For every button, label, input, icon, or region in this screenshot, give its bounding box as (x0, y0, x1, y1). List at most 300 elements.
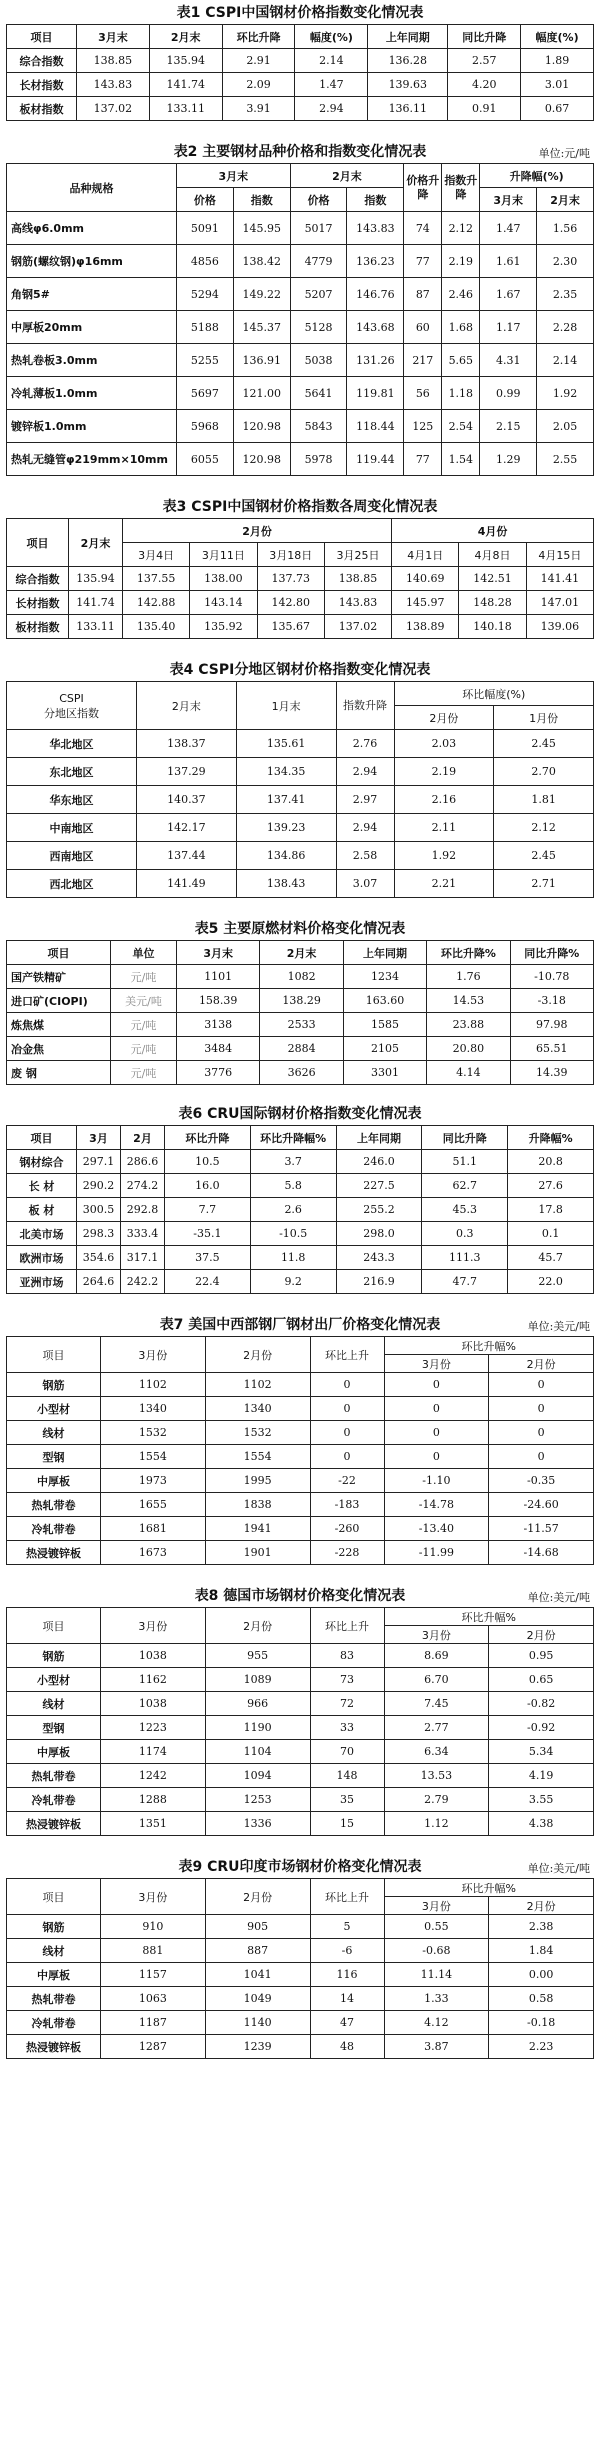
table1-cell: 1.89 (521, 49, 594, 73)
table2-row-label: 高线φ6.0mm (7, 212, 177, 245)
table5-cell: 23.88 (427, 1013, 510, 1037)
table5-cell: 163.60 (343, 989, 426, 1013)
table7-cell: -260 (310, 1517, 384, 1541)
table3-cell: 137.73 (257, 567, 324, 591)
table7-header-item: 项目 (7, 1337, 101, 1373)
table8-cell: 5.34 (489, 1740, 594, 1764)
table7-row-label: 钢筋 (7, 1373, 101, 1397)
table1-cell: 135.94 (149, 49, 222, 73)
table5-cell: 138.29 (260, 989, 343, 1013)
table6-header-cell: 同比升降 (422, 1126, 508, 1150)
table2-cell: 2.55 (537, 443, 594, 476)
table9-cell: 1049 (205, 1987, 310, 2011)
table6-cell: 111.3 (422, 1246, 508, 1270)
table2-cell: 217 (404, 344, 442, 377)
table8-header-mar: 3月份 (101, 1608, 206, 1644)
table9-row (7, 2035, 594, 2059)
table2-cell: 5294 (177, 278, 234, 311)
table5-row-label: 炼焦煤 (7, 1013, 111, 1037)
table9-row (7, 1963, 594, 1987)
table2-cell: 5968 (177, 410, 234, 443)
table1-row-label: 板材指数 (7, 97, 77, 121)
table2-cell: 136.91 (233, 344, 290, 377)
table8-cell: 1104 (205, 1740, 310, 1764)
table1-cell: 0.91 (448, 97, 521, 121)
table7-cell: 1995 (205, 1469, 310, 1493)
table3-header-feb: 2月份 (123, 519, 392, 543)
table6-cell: 45.3 (422, 1198, 508, 1222)
table1-cell: 2.57 (448, 49, 521, 73)
table7-cell: 0 (384, 1445, 489, 1469)
table4-cell: 140.37 (137, 786, 237, 814)
table2-cell: 145.37 (233, 311, 290, 344)
table7-cell: 1102 (101, 1373, 206, 1397)
table3-header-item: 项目 (7, 519, 69, 567)
table4-section (6, 657, 594, 898)
table9-cell: 905 (205, 1915, 310, 1939)
table3-cell: 140.69 (392, 567, 459, 591)
table9-section (6, 1854, 594, 2059)
table2-cell: 120.98 (233, 410, 290, 443)
table4-row (7, 758, 594, 786)
table6-row-label: 欧洲市场 (7, 1246, 77, 1270)
table7-row (7, 1445, 594, 1469)
table7-cell: -22 (310, 1469, 384, 1493)
table7-row (7, 1421, 594, 1445)
table3-header-week: 4月15日 (526, 543, 593, 567)
table9-header-pct-feb: 2月份 (489, 1897, 594, 1915)
table5-row (7, 989, 594, 1013)
table4-cell: 2.19 (394, 758, 494, 786)
table7-cell: 0 (310, 1421, 384, 1445)
table8-cell: 1162 (101, 1668, 206, 1692)
table5-cell: 97.98 (510, 1013, 593, 1037)
table1-cell: 137.02 (77, 97, 150, 121)
table8-cell: 13.53 (384, 1764, 489, 1788)
table5-cell: 65.51 (510, 1037, 593, 1061)
table6-cell: 20.8 (508, 1150, 594, 1174)
table2-cell: 120.98 (233, 443, 290, 476)
table7-cell: 0 (489, 1373, 594, 1397)
table7-row (7, 1541, 594, 1565)
table6-cell: 227.5 (336, 1174, 422, 1198)
table3-row-label: 综合指数 (7, 567, 69, 591)
table4-row-label: 西北地区 (7, 870, 137, 898)
table8-cell: 35 (310, 1788, 384, 1812)
table4-cell: 142.17 (137, 814, 237, 842)
table2-row (7, 443, 594, 476)
table8-row (7, 1788, 594, 1812)
table8-cell: 15 (310, 1812, 384, 1836)
table6-row (7, 1150, 594, 1174)
table5-cell: 3301 (343, 1061, 426, 1085)
table7-row (7, 1493, 594, 1517)
table5-cell: 3626 (260, 1061, 343, 1085)
table3-header-apr: 4月份 (392, 519, 594, 543)
table3-header-week: 4月1日 (392, 543, 459, 567)
table8-cell: -0.82 (489, 1692, 594, 1716)
table5-cell: 2533 (260, 1013, 343, 1037)
table4-cell: 2.70 (494, 758, 594, 786)
table5-cell: 元/吨 (111, 1061, 177, 1085)
table1-cell: 139.63 (368, 73, 448, 97)
table2-cell: 60 (404, 311, 442, 344)
table6-cell: 274.2 (121, 1174, 165, 1198)
table8-section (6, 1583, 594, 1836)
table7-cell: 1102 (205, 1373, 310, 1397)
table5-cell: -3.18 (510, 989, 593, 1013)
table8-cell: 83 (310, 1644, 384, 1668)
table1-header-cell: 上年同期 (368, 25, 448, 49)
table7-cell: 0 (489, 1397, 594, 1421)
table1-cell: 143.83 (77, 73, 150, 97)
table4-cell: 137.29 (137, 758, 237, 786)
table5-cell: 3484 (177, 1037, 260, 1061)
table6-cell: -10.5 (250, 1222, 336, 1246)
table1-cell: 2.14 (295, 49, 368, 73)
table2-cell: 0.99 (480, 377, 537, 410)
table8-row (7, 1644, 594, 1668)
table3-cell: 138.85 (324, 567, 391, 591)
table2-cell: 5843 (290, 410, 347, 443)
table6-header-cell: 3月 (77, 1126, 121, 1150)
table8-row-label: 热轧带卷 (7, 1764, 101, 1788)
table7-cell: 0 (384, 1373, 489, 1397)
table4-cell: 139.23 (236, 814, 336, 842)
table2-cell: 125 (404, 410, 442, 443)
table3-cell: 142.80 (257, 591, 324, 615)
table2-cell: 4856 (177, 245, 234, 278)
table6-cell: 292.8 (121, 1198, 165, 1222)
table7-row-label: 热浸镀锌板 (7, 1541, 101, 1565)
table8-cell: 0.95 (489, 1644, 594, 1668)
table5 (6, 940, 594, 1085)
table2-row (7, 278, 594, 311)
table3-cell: 140.18 (459, 615, 526, 639)
table9-cell: -0.68 (384, 1939, 489, 1963)
table9-row (7, 1987, 594, 2011)
table2-cell: 118.44 (347, 410, 404, 443)
table4-cell: 2.45 (494, 730, 594, 758)
table7-cell: 1838 (205, 1493, 310, 1517)
table8-row-label: 中厚板 (7, 1740, 101, 1764)
table2-header-index: 指数 (347, 188, 404, 212)
table2-cell: 2.14 (537, 344, 594, 377)
table2-cell: 74 (404, 212, 442, 245)
table5-header-cell: 单位 (111, 941, 177, 965)
table8-cell: 6.34 (384, 1740, 489, 1764)
table5-row-label: 冶金焦 (7, 1037, 111, 1061)
table7-section (6, 1312, 594, 1565)
table6-cell: 298.0 (336, 1222, 422, 1246)
table6-cell: 11.8 (250, 1246, 336, 1270)
table1-cell: 138.85 (77, 49, 150, 73)
table2-row-label: 冷轧薄板1.0mm (7, 377, 177, 410)
table9-header-pct-mar: 3月份 (384, 1897, 489, 1915)
table6-cell: 243.3 (336, 1246, 422, 1270)
table3-cell: 147.01 (526, 591, 593, 615)
table2-cell: 1.17 (480, 311, 537, 344)
table7-row (7, 1469, 594, 1493)
table4-row (7, 842, 594, 870)
table2-row-label: 热轧无缝管φ219mm×10mm (7, 443, 177, 476)
table6-header-cell: 项目 (7, 1126, 77, 1150)
table6-cell: -35.1 (165, 1222, 251, 1246)
table2-header-pct-mar: 3月末 (480, 188, 537, 212)
table1-cell: 3.91 (222, 97, 295, 121)
table9-header-item: 项目 (7, 1879, 101, 1915)
table2-cell: 1.67 (480, 278, 537, 311)
table7-cell: 1532 (101, 1421, 206, 1445)
table2-cell: 5017 (290, 212, 347, 245)
table8-cell: 72 (310, 1692, 384, 1716)
table8-cell: 2.79 (384, 1788, 489, 1812)
table1-cell: 2.91 (222, 49, 295, 73)
table8-cell: 148 (310, 1764, 384, 1788)
table7-cell: 1941 (205, 1517, 310, 1541)
table2-cell: 5091 (177, 212, 234, 245)
table3 (6, 518, 594, 639)
table4-cell: 2.16 (394, 786, 494, 814)
table3-header-week: 3月11日 (190, 543, 257, 567)
table3-section (6, 494, 594, 639)
table1-row (7, 73, 594, 97)
table8-row-label: 热浸镀锌板 (7, 1812, 101, 1836)
table8-row-label: 冷轧带卷 (7, 1788, 101, 1812)
table5-row-label: 废 钢 (7, 1061, 111, 1085)
table2-cell: 131.26 (347, 344, 404, 377)
table9-cell: 5 (310, 1915, 384, 1939)
table5-cell: -10.78 (510, 965, 593, 989)
table6-title: 表6 CRU国际钢材价格指数变化情况表 (178, 1106, 422, 1122)
table1-row-label: 长材指数 (7, 73, 77, 97)
table7 (6, 1336, 594, 1565)
table7-cell: -13.40 (384, 1517, 489, 1541)
table8-cell: 6.70 (384, 1668, 489, 1692)
table2-header-index: 指数 (233, 188, 290, 212)
table3-cell: 142.88 (123, 591, 190, 615)
table2-cell: 1.68 (442, 311, 480, 344)
table1-cell: 2.94 (295, 97, 368, 121)
table7-row-label: 冷轧带卷 (7, 1517, 101, 1541)
table9-cell: 1140 (205, 2011, 310, 2035)
table5-cell: 美元/吨 (111, 989, 177, 1013)
table5-row (7, 1037, 594, 1061)
table7-row-label: 中厚板 (7, 1469, 101, 1493)
table7-header-pct-feb: 2月份 (489, 1355, 594, 1373)
table4-header-jan-end: 1月末 (236, 682, 336, 730)
table2-cell: 143.68 (347, 311, 404, 344)
table7-cell: -1.10 (384, 1469, 489, 1493)
table2-cell: 149.22 (233, 278, 290, 311)
table8-row-label: 线材 (7, 1692, 101, 1716)
table4-header-pct-jan: 1月份 (494, 706, 594, 730)
table6-row (7, 1198, 594, 1222)
table3-header-week: 4月8日 (459, 543, 526, 567)
table6-cell: 10.5 (165, 1150, 251, 1174)
table3-cell: 143.83 (324, 591, 391, 615)
table5-cell: 3138 (177, 1013, 260, 1037)
table9-row-label: 冷轧带卷 (7, 2011, 101, 2035)
table1-cell: 136.28 (368, 49, 448, 73)
table9-cell: 48 (310, 2035, 384, 2059)
table3-cell: 141.41 (526, 567, 593, 591)
table5-cell: 1585 (343, 1013, 426, 1037)
table8-cell: 1253 (205, 1788, 310, 1812)
table9-header-pct: 环比升幅% (384, 1879, 594, 1897)
table9-cell: 11.14 (384, 1963, 489, 1987)
table7-cell: -14.68 (489, 1541, 594, 1565)
table3-header-week: 3月18日 (257, 543, 324, 567)
table8-cell: 33 (310, 1716, 384, 1740)
table1-section (6, 0, 594, 121)
table2-cell: 1.92 (537, 377, 594, 410)
table5-cell: 1082 (260, 965, 343, 989)
table6-row-label: 钢材综合 (7, 1150, 77, 1174)
table7-row (7, 1517, 594, 1541)
table1-cell: 2.09 (222, 73, 295, 97)
table2-cell: 2.46 (442, 278, 480, 311)
table5-title: 表5 主要原燃材料价格变化情况表 (194, 921, 406, 937)
table2-header-price: 价格 (177, 188, 234, 212)
table4-row-label: 西南地区 (7, 842, 137, 870)
table2-cell: 1.56 (537, 212, 594, 245)
table9-row-label: 热浸镀锌板 (7, 2035, 101, 2059)
table8-cell: 1038 (101, 1644, 206, 1668)
table4-row (7, 730, 594, 758)
table9-cell: 1.84 (489, 1939, 594, 1963)
table6-section (6, 1101, 594, 1294)
table2-cell: 2.28 (537, 311, 594, 344)
table8-cell: 955 (205, 1644, 310, 1668)
table8-cell: 73 (310, 1668, 384, 1692)
table2-cell: 119.81 (347, 377, 404, 410)
table9-cell: 1287 (101, 2035, 206, 2059)
table8-cell: 1223 (101, 1716, 206, 1740)
table5-cell: 20.80 (427, 1037, 510, 1061)
table6-cell: 0.1 (508, 1222, 594, 1246)
table6-cell: 17.8 (508, 1198, 594, 1222)
table7-row (7, 1373, 594, 1397)
table2-cell: 2.15 (480, 410, 537, 443)
table3-header-week: 3月25日 (324, 543, 391, 567)
table6-cell: 51.1 (422, 1150, 508, 1174)
table2-header-price-chg: 价格升降 (404, 164, 442, 212)
table9-cell: 4.12 (384, 2011, 489, 2035)
table6-cell: 255.2 (336, 1198, 422, 1222)
table3-row (7, 615, 594, 639)
table7-unit: 单位:美元/吨 (527, 1320, 590, 1333)
table6-row (7, 1174, 594, 1198)
table3-row-label: 长材指数 (7, 591, 69, 615)
table1-header-cell: 幅度(%) (295, 25, 368, 49)
table6-cell: 354.6 (77, 1246, 121, 1270)
table6-header-cell: 环比升降 (165, 1126, 251, 1150)
table7-row-label: 热轧带卷 (7, 1493, 101, 1517)
table6-cell: 3.7 (250, 1150, 336, 1174)
table2-cell: 138.42 (233, 245, 290, 278)
table7-cell: 1655 (101, 1493, 206, 1517)
table6-cell: 22.0 (508, 1270, 594, 1294)
table9-cell: 2.38 (489, 1915, 594, 1939)
table8-cell: 2.77 (384, 1716, 489, 1740)
table4-cell: 2.94 (336, 814, 394, 842)
table2-cell: 77 (404, 443, 442, 476)
table8-cell: 1.12 (384, 1812, 489, 1836)
table6-cell: 300.5 (77, 1198, 121, 1222)
table4-cell: 137.44 (137, 842, 237, 870)
table7-cell: 1901 (205, 1541, 310, 1565)
table3-cell: 135.67 (257, 615, 324, 639)
table8-header-feb: 2月份 (205, 1608, 310, 1644)
table1-row (7, 97, 594, 121)
table2-cell: 121.00 (233, 377, 290, 410)
table7-cell: 1340 (205, 1397, 310, 1421)
table1-cell: 4.20 (448, 73, 521, 97)
table4-cell: 2.12 (494, 814, 594, 842)
table2-cell: 119.44 (347, 443, 404, 476)
table3-cell: 137.55 (123, 567, 190, 591)
table9-unit: 单位:美元/吨 (527, 1862, 590, 1875)
table3-cell: 145.97 (392, 591, 459, 615)
table2-cell: 5038 (290, 344, 347, 377)
table9-header-mar: 3月份 (101, 1879, 206, 1915)
table5-section (6, 916, 594, 1085)
table8-row (7, 1716, 594, 1740)
table1-header-cell: 环比升降 (222, 25, 295, 49)
table7-row (7, 1397, 594, 1421)
table9-header-chg: 环比上升 (310, 1879, 384, 1915)
table7-header-pct: 环比升幅% (384, 1337, 594, 1355)
table2-row (7, 410, 594, 443)
table7-cell: -0.35 (489, 1469, 594, 1493)
table8-cell: -0.92 (489, 1716, 594, 1740)
table2-cell: 6055 (177, 443, 234, 476)
table8-cell: 7.45 (384, 1692, 489, 1716)
table4-header-cspi: CSPI 分地区指数 (7, 682, 137, 730)
table2-row (7, 311, 594, 344)
table6-cell: 297.1 (77, 1150, 121, 1174)
table1-header-cell: 项目 (7, 25, 77, 49)
table9-cell: 910 (101, 1915, 206, 1939)
table3-cell: 138.00 (190, 567, 257, 591)
table8-row (7, 1668, 594, 1692)
table9-cell: 1.33 (384, 1987, 489, 2011)
table6-cell: 298.3 (77, 1222, 121, 1246)
table6-header-cell: 2月 (121, 1126, 165, 1150)
table9-cell: 14 (310, 1987, 384, 2011)
table2-cell: 4.31 (480, 344, 537, 377)
table7-cell: -228 (310, 1541, 384, 1565)
table6-cell: 317.1 (121, 1246, 165, 1270)
table6-cell: 286.6 (121, 1150, 165, 1174)
table2-header-feb: 2月末 (290, 164, 404, 188)
table9-cell: 1157 (101, 1963, 206, 1987)
table2-cell: 5255 (177, 344, 234, 377)
table3-cell: 139.06 (526, 615, 593, 639)
table5-row-label: 进口矿(CIOPI) (7, 989, 111, 1013)
table8-cell: 1336 (205, 1812, 310, 1836)
table2-row (7, 212, 594, 245)
table7-cell: 0 (489, 1445, 594, 1469)
table2-cell: 5128 (290, 311, 347, 344)
table2-cell: 143.83 (347, 212, 404, 245)
table6-cell: 22.4 (165, 1270, 251, 1294)
table6-cell: 9.2 (250, 1270, 336, 1294)
table8-unit: 单位:美元/吨 (527, 1591, 590, 1604)
table4-row-label: 东北地区 (7, 758, 137, 786)
table2-cell: 2.19 (442, 245, 480, 278)
